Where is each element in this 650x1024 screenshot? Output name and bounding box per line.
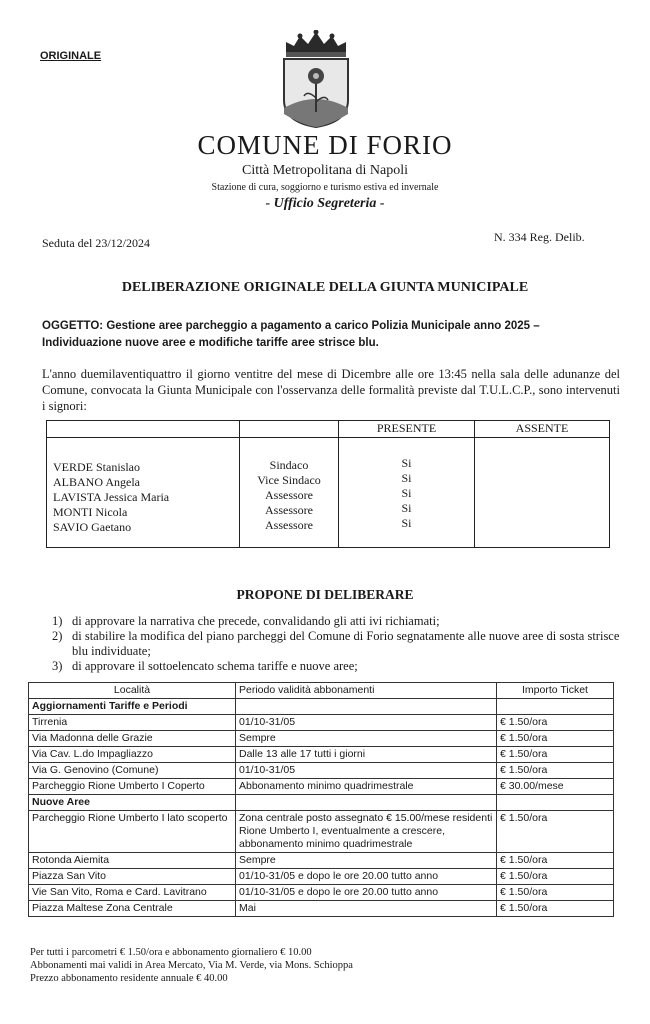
section-aggiornamenti: Aggiornamenti Tariffe e Periodi [29,699,236,715]
ufficio-label: - Ufficio Segreteria - [265,196,385,211]
originale-label: ORIGINALE [40,50,102,62]
item-number: 1) [52,614,63,628]
table-row [29,853,614,869]
member-presente: Si [401,456,412,470]
cell-localita: Vie San Vito, Roma e Card. Lavitrano [29,885,236,901]
section-row [29,699,614,715]
header-periodo: Periodo validità abbonamenti [236,683,497,699]
table-cell [497,795,614,811]
member-presente: Si [401,486,412,500]
cell-periodo: 01/10-31/05 e dopo le ore 20.00 tutto anno [236,885,497,901]
item-text: di approvare il sottoelencato schema tariffe e nuove aree; [72,659,358,673]
proponi-heading: PROPONE DI DELIBERARE [236,587,414,602]
cell-importo: € 1.50/ora [497,853,614,869]
tariffe-table [28,682,614,917]
table-cell [236,795,497,811]
cell-localita: Piazza Maltese Zona Centrale [29,901,236,917]
cell-localita: Via Cav. L.do Impagliazzo [29,747,236,763]
cell-localita: Tirrenia [29,715,236,731]
cell-importo: € 1.50/ora [497,731,614,747]
table-row [29,811,614,853]
presence-assente-cell [475,438,610,548]
cell-importo: € 1.50/ora [497,885,614,901]
cell-localita: Piazza San Vito [29,869,236,885]
presence-presente-cell [339,438,475,548]
cell-periodo: Zona centrale posto assegnato € 15.00/mese residenti Rione Umberto I, eventualmente a crescere, abbonamento minimo quadrimestrale [236,811,497,853]
list-item [52,614,622,629]
cell-localita: Via G. Genovino (Comune) [29,763,236,779]
cell-periodo: Sempre [236,853,497,869]
member-role: Assessore [265,518,313,532]
member-presente: Si [401,501,412,515]
citta-subtitle: Città Metropolitana di Napoli [241,163,409,178]
municipal-crest-logo [280,30,352,128]
header-importo: Importo Ticket [497,683,614,699]
cell-importo: € 1.50/ora [497,869,614,885]
member-name: SAVIO Gaetano [53,520,132,534]
member-name: VERDE Stanislao [53,460,140,474]
stazione-subtitle: Stazione di cura, soggiorno e turismo estiva ed invernale [211,182,439,193]
reg-number: N. 334 Reg. Delib. [494,230,585,244]
cell-periodo: 01/10-31/05 e dopo le ore 20.00 tutto anno [236,869,497,885]
table-row [29,747,614,763]
section-nuove-aree: Nuove Aree [29,795,236,811]
member-role: Vice Sindaco [257,473,321,487]
cell-importo: € 1.50/ora [497,811,614,853]
cell-importo: € 1.50/ora [497,763,614,779]
table-row [29,869,614,885]
cell-periodo: Abbonamento minimo quadrimestrale [236,779,497,795]
member-role: Assessore [265,488,313,502]
footer-notes [30,946,550,985]
cell-importo: € 30.00/mese [497,779,614,795]
item-text: di approvare la narrativa che precede, convalidando gli atti ivi richiamati; [72,614,440,628]
deliberation-items [52,614,622,674]
member-role: Sindaco [269,458,309,472]
presence-header-blank [240,421,339,438]
table-row [29,885,614,901]
cell-localita: Via Madonna delle Grazie [29,731,236,747]
member-name: MONTI Nicola [53,505,128,519]
footer-line: Prezzo abbonamento residente annuale € 40.00 [30,973,228,984]
member-name: ALBANO Angela [53,475,140,489]
cell-localita: Parcheggio Rione Umberto I Coperto [29,779,236,795]
member-role: Assessore [265,503,313,517]
table-header-row [29,683,614,699]
member-presente: Si [401,516,412,530]
footer-line: Per tutti i parcometri € 1.50/ora e abbonamento giornaliero € 10.00 [30,947,312,958]
table-row [29,763,614,779]
table-row [29,715,614,731]
oggetto-text: OGGETTO: Gestione aree parcheggio a pagamento a carico Polizia Municipale anno 2025 – Individuazione nuove aree e modifiche tariffe aree strisce blu. [42,320,540,349]
presence-header-blank [47,421,240,438]
presence-body-row [47,438,610,548]
member-presente: Si [401,471,412,485]
document-title: DELIBERAZIONE ORIGINALE DELLA GIUNTA MUNICIPALE [121,280,529,295]
presence-header-row [47,421,610,438]
cell-importo: € 1.50/ora [497,901,614,917]
footer-line: Abbonamenti mai validi in Area Mercato, Via M. Verde, via Mons. Schioppa [30,960,353,971]
cell-importo: € 1.50/ora [497,747,614,763]
table-cell [236,699,497,715]
intro-paragraph: L'anno duemilaventiquattro il giorno ventitre del mese di Dicembre alle ore 13:45 nella sala delle adunanze del Comune, convocata la Giunta Municipale con l'osservanza delle formalità previste dal T.U.L.C.P., sono intervenuti i signori: [42,367,620,413]
cell-periodo: Mai [236,901,497,917]
cell-localita: Rotonda Aiemita [29,853,236,869]
list-item [52,659,622,674]
presence-header-assente: ASSENTE [475,421,610,438]
cell-localita: Parcheggio Rione Umberto I lato scoperto [29,811,236,853]
item-text: di stabilire la modifica del piano parcheggi del Comune di Forio segnatamente alle nuove aree di sosta strisce blu individuate; [72,629,620,658]
presence-table [46,420,610,548]
comune-title: COMUNE DI FORIO [197,130,453,160]
list-item [52,629,622,659]
presence-names-cell [47,438,240,548]
member-name: LAVISTA Jessica Maria [53,490,170,504]
table-row [29,779,614,795]
cell-periodo: 01/10-31/05 [236,715,497,731]
header-localita: Località [29,683,236,699]
section-row [29,795,614,811]
cell-periodo: Dalle 13 alle 17 tutti i giorni [236,747,497,763]
item-number: 2) [52,629,63,643]
table-cell [497,699,614,715]
cell-periodo: Sempre [236,731,497,747]
item-number: 3) [52,659,63,673]
table-row [29,731,614,747]
seduta-date: Seduta del 23/12/2024 [42,236,150,250]
cell-importo: € 1.50/ora [497,715,614,731]
cell-periodo: 01/10-31/05 [236,763,497,779]
presence-header-presente: PRESENTE [339,421,475,438]
presence-roles-cell [240,438,339,548]
table-row [29,901,614,917]
